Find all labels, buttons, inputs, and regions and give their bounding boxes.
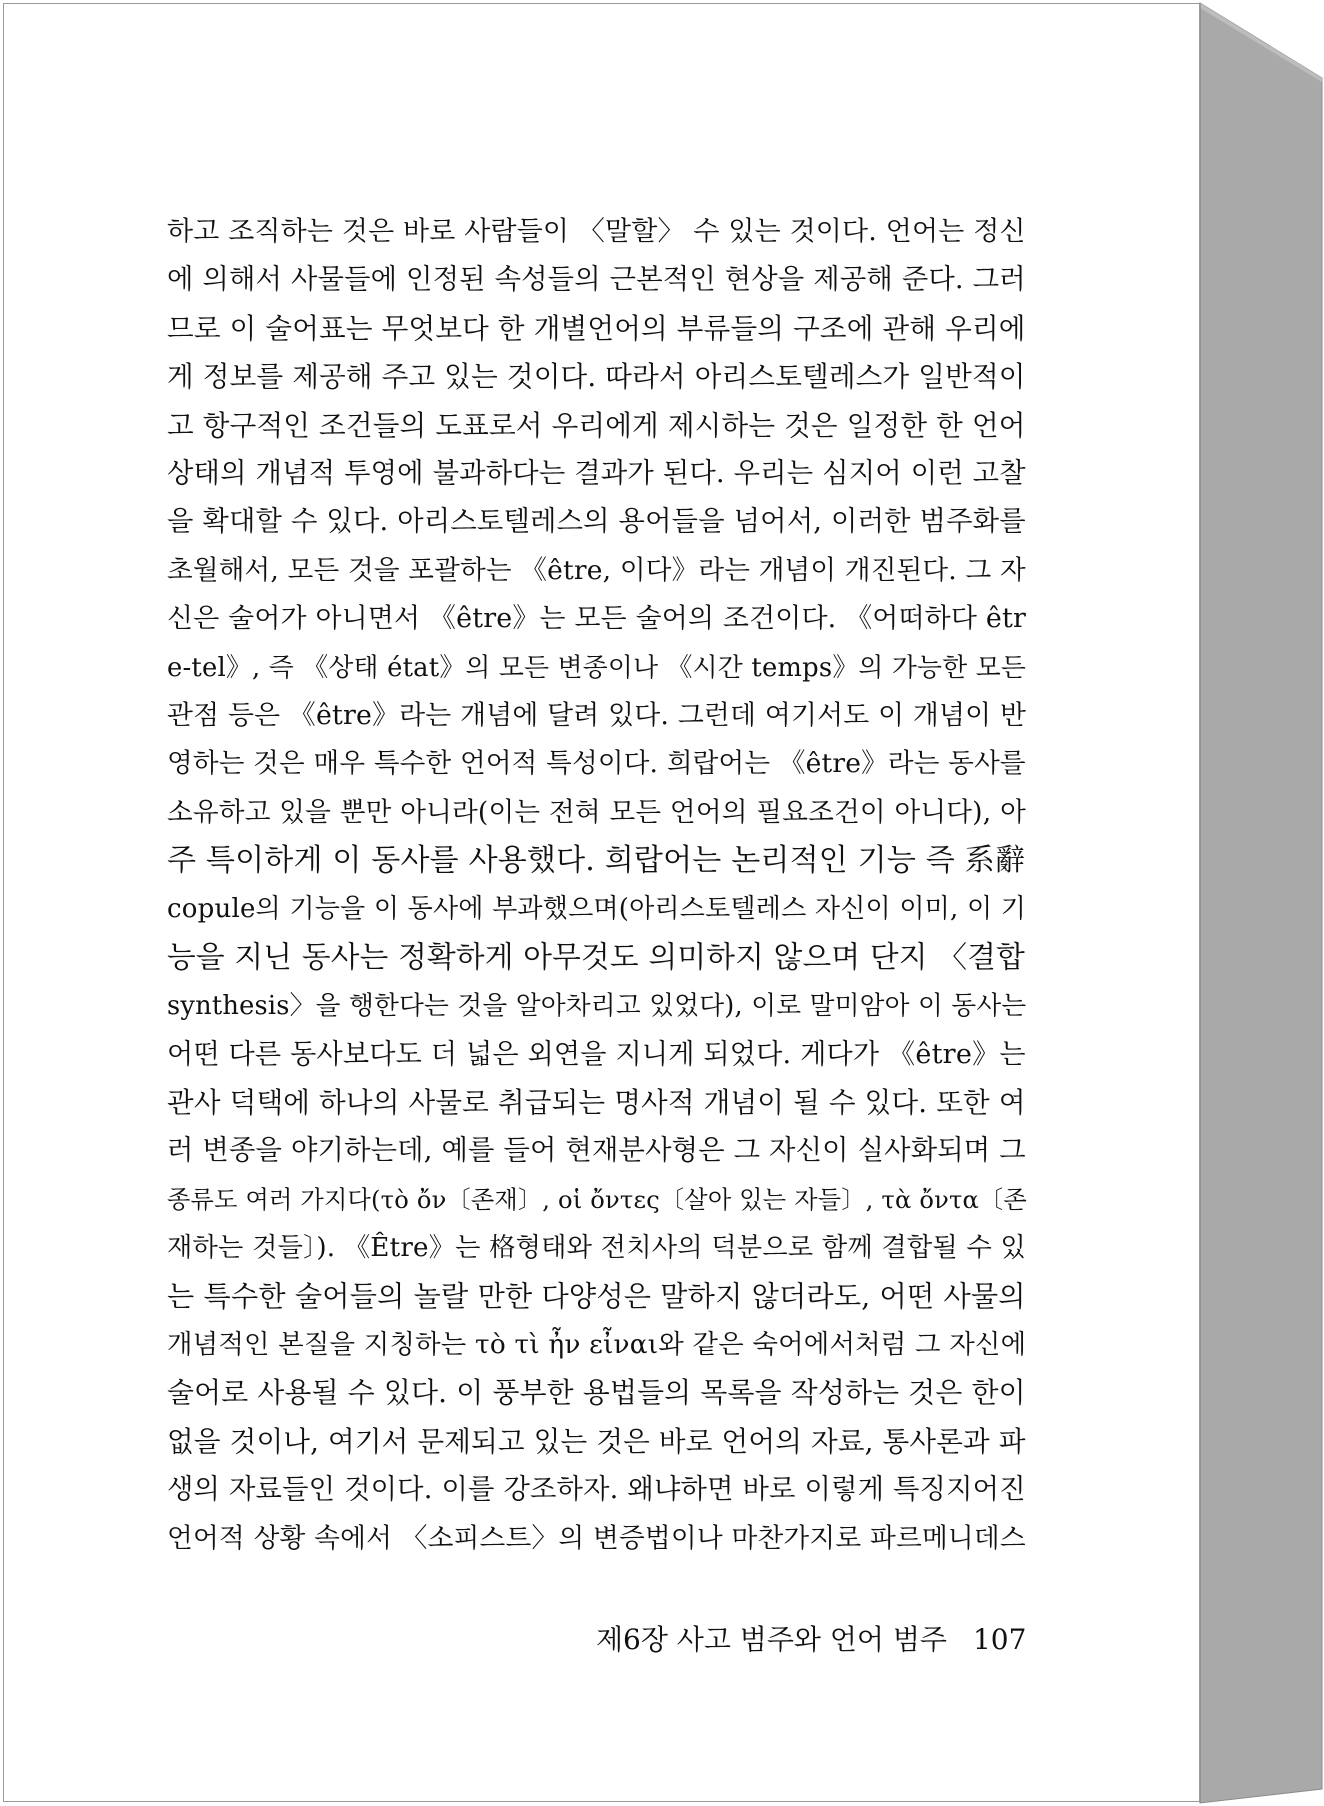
text-line: 을 확대할 수 있다. 아리스토텔레스의 용어들을 넘어서, 이러한 범주화를 <box>167 506 1026 538</box>
text-line: 상태의 개념적 투영에 불과하다는 결과가 된다. 우리는 심지어 이런 고찰 <box>167 457 1026 489</box>
text-line: 재하는 것들〕). 《Être》는 格형태와 전치사의 덕분으로 함께 결합될 수 있 <box>167 1233 1027 1264</box>
text-line: 므로 이 술어표는 무엇보다 한 개별언어의 부류들의 구조에 관해 우리에 <box>167 311 1026 345</box>
text-line: 능을 지닌 동사는 정확하게 아무것도 의미하지 않으며 단지 〈결합 <box>167 939 1025 975</box>
text-line: 관사 덕택에 하나의 사물로 취급되는 명사적 개념이 될 수 있다. 또한 여 <box>167 1086 1026 1120</box>
page-footer <box>596 1618 1027 1658</box>
text-line: 개념적인 본질을 지칭하는 τὸ τὶ ἦν εἶναι와 같은 숙어에서처럼 그 자신에 <box>167 1329 1027 1360</box>
text-line: 소유하고 있을 뿐만 아니라(이는 전혀 모든 언어의 필요조건이 아니다), 아 <box>167 796 1026 828</box>
text-line: 초월해서, 모든 것을 포괄하는 《être, 이다》라는 개념이 개진된다. 그 자 <box>167 554 1026 586</box>
text-line: 없을 것이나, 여기서 문제되고 있는 것은 바로 언어의 자료, 통사론과 파 <box>167 1424 1026 1458</box>
text-line: 주 특이하게 이 동사를 사용했다. 희랍어는 논리적인 기능 즉 系辭 <box>167 843 1026 879</box>
running-head: 제6장 사고 범주와 언어 범주 <box>596 1623 947 1656</box>
text-line: 에 의해서 사물들에 인정된 속성들의 근본적인 현상을 제공해 준다. 그러 <box>167 264 1026 296</box>
text-line: 하고 조직하는 것은 바로 사람들이 〈말할〉 수 있는 것이다. 언어는 정신 <box>167 216 1026 247</box>
text-line: 신은 술어가 아니면서 《être》는 모든 술어의 조건이다. 《어떠하다 êtr <box>167 603 1027 635</box>
text-line: 종류도 여러 가지다(τὸ ὄν〔존재〕, οἱ ὄντες〔살아 있는 자들〕, τὰ ὄντα〔존 <box>167 1185 1027 1214</box>
text-line: synthesis〉을 행한다는 것을 알아차리고 있었다), 이로 말미암아 이 동사는 <box>167 991 1027 1022</box>
text-line: 생의 자료들인 것이다. 이를 강조하자. 왜냐하면 바로 이렇게 특징지어진 <box>167 1474 1026 1506</box>
text-line: 는 특수한 술어들의 놀랄 만한 다양성은 말하지 않더라도, 어떤 사물의 <box>167 1279 1026 1313</box>
text-line: 관점 등은 《être》라는 개념에 달려 있다. 그런데 여기서도 이 개념이 반 <box>167 699 1027 731</box>
text-line: 영하는 것은 매우 특수한 언어적 특성이다. 희랍어는 《être》라는 동사를 <box>167 748 1026 780</box>
text-line: copule의 기능을 이 동사에 부과했으며(아리스토텔레스 자신이 이미, 이 기 <box>167 894 1027 925</box>
text-line: 언어적 상황 속에서 〈소피스트〉의 변증법이나 마찬가지로 파르메니데스 <box>167 1522 1026 1554</box>
text-line: 게 정보를 제공해 주고 있는 것이다. 따라서 아리스토텔레스가 일반적이 <box>167 360 1026 394</box>
page-number: 107 <box>972 1623 1027 1656</box>
text-line: 어떤 다른 동사보다도 더 넓은 외연을 지니게 되었다. 게다가 《être》는 <box>167 1038 1026 1070</box>
text-line: 술어로 사용될 수 있다. 이 풍부한 용법들의 목록을 작성하는 것은 한이 <box>167 1376 1026 1410</box>
body-text <box>167 208 1025 1563</box>
text-line: 고 항구적인 조건들의 도표로서 우리에게 제시하는 것은 일정한 한 언어 <box>167 408 1026 442</box>
text-line: 러 변종을 야기하는데, 예를 들어 현재분사형은 그 자신이 실사화되며 그 <box>167 1135 1026 1167</box>
text-line: e-tel》, 즉 《상태 état》의 모든 변종이나 《시간 temps》의 가능한 모든 <box>167 652 1027 683</box>
